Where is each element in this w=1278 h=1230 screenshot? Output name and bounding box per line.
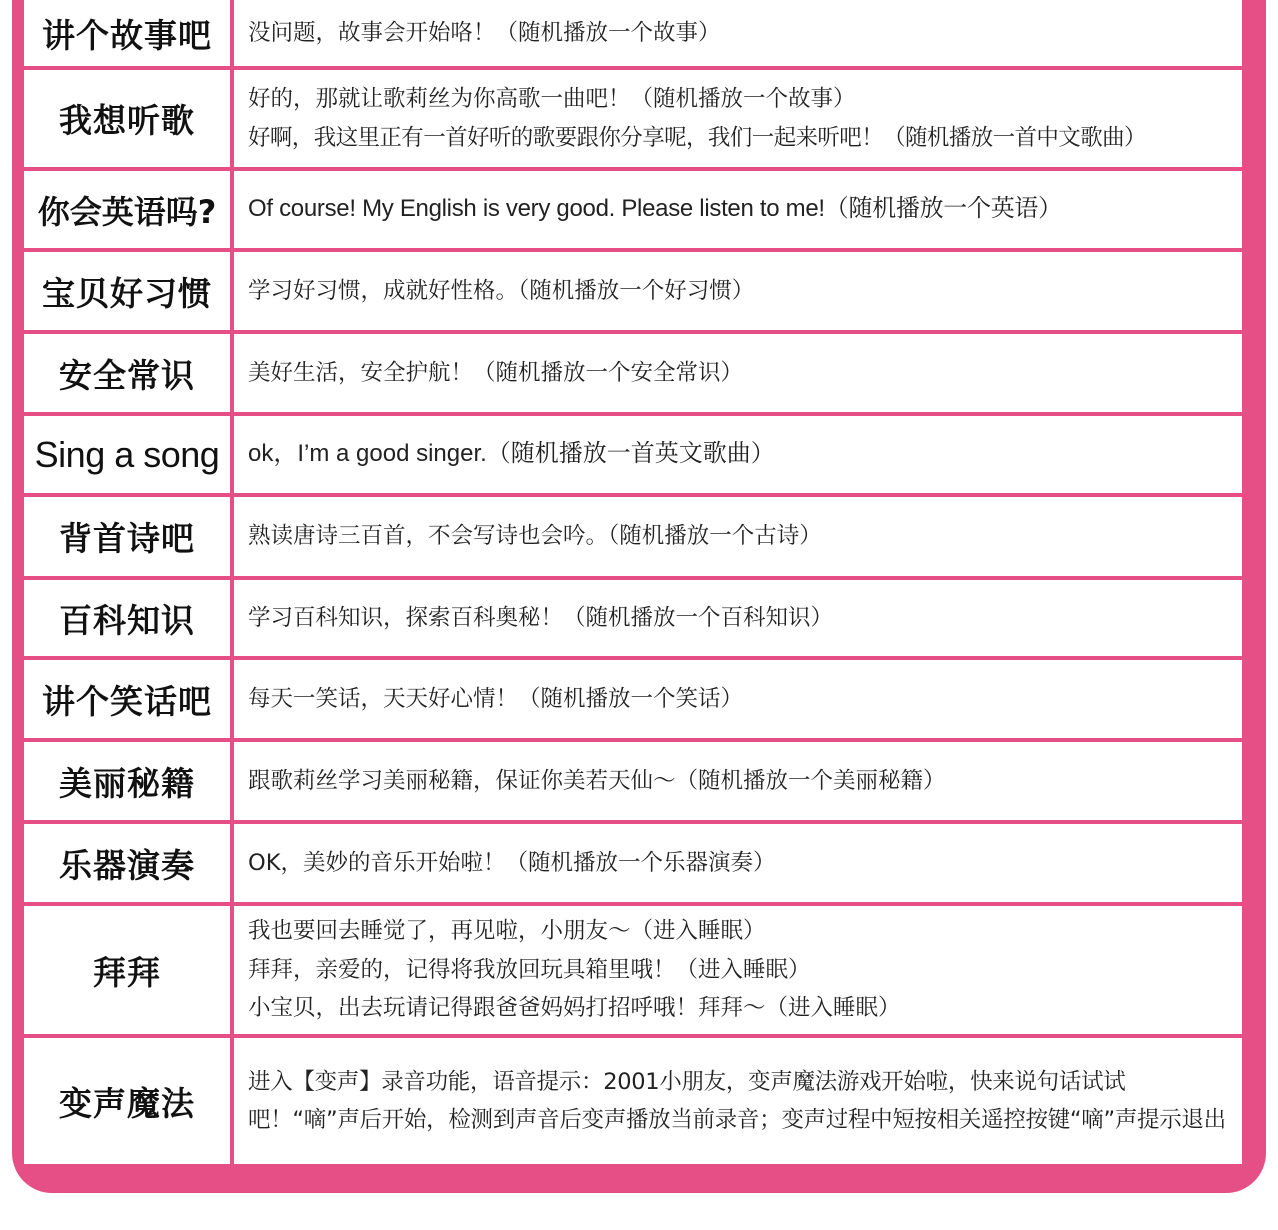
command-label: 拜拜 (24, 906, 230, 1034)
response-text: 我也要回去睡觉了，再见啦，小朋友～（进入睡眠） (248, 918, 766, 945)
command-label: 我想听歌 (24, 70, 230, 167)
response-text: 小宝贝，出去玩请记得跟爸爸妈妈打招呼哦！拜拜～（进入睡眠） (248, 995, 901, 1022)
response-cell (234, 416, 1242, 493)
response-cell (234, 0, 1242, 66)
command-label: 乐器演奏 (24, 824, 230, 902)
response-cell (234, 334, 1242, 412)
response-text: 拜拜，亲爱的，记得将我放回玩具箱里哦！（进入睡眠） (248, 956, 811, 983)
response-text: 学习好习惯，成就好性格。（随机播放一个好习惯） (248, 277, 755, 304)
command-label: Sing a song (24, 416, 230, 493)
response-text: 好啊，我这里正有一首好听的歌要跟你分享呢，我们一起来听吧！（随机播放一首中文歌曲） (248, 124, 1146, 151)
response-text: OK，美妙的音乐开始啦！（随机播放一个乐器演奏） (248, 849, 776, 876)
response-cell (234, 1038, 1242, 1164)
command-label: 美丽秘籍 (24, 742, 230, 820)
response-text: Of course! My English is very good. Please listen to me!（随机播放一个英语） (248, 195, 1062, 223)
response-text: 好的，那就让歌莉丝为你高歌一曲吧！（随机播放一个故事） (248, 86, 856, 112)
response-cell (234, 70, 1242, 167)
command-label: 变声魔法 (24, 1038, 230, 1164)
response-cell (234, 252, 1242, 330)
response-cell (234, 824, 1242, 902)
response-text: ok，I’m a good singer.（随机播放一首英文歌曲） (248, 440, 775, 468)
response-cell (234, 497, 1242, 576)
response-text: 跟歌莉丝学习美丽秘籍，保证你美若天仙～（随机播放一个美丽秘籍） (248, 767, 946, 794)
command-label: 讲个故事吧 (24, 0, 230, 66)
command-label: 你会英语吗? (24, 171, 230, 248)
response-cell (234, 742, 1242, 820)
response-text: 熟读唐诗三百首，不会写诗也会吟。（随机播放一个古诗） (248, 523, 822, 550)
command-label: 安全常识 (24, 334, 230, 412)
command-label: 宝贝好习惯 (24, 252, 230, 330)
response-cell (234, 660, 1242, 738)
response-cell (234, 580, 1242, 656)
response-text: 没问题，故事会开始咯！（随机播放一个故事） (248, 19, 721, 46)
command-label: 百科知识 (24, 580, 230, 656)
command-label: 讲个笑话吧 (24, 660, 230, 738)
response-text: 每天一笑话，天天好心情！（随机播放一个笑话） (248, 685, 744, 712)
response-cell (234, 171, 1242, 248)
response-text: 进入【变声】录音功能，语音提示：2001小朋友，变声魔法游戏开始啦，快来说句话试试吧！“嘀”声后开始，检测到声音后变声播放当前录音；变声过程中短按相关遥控按键“嘀”声提示退出 (248, 1068, 1226, 1133)
response-text: 美好生活，安全护航！（随机播放一个安全常识） (248, 359, 744, 386)
command-table (24, 0, 1240, 1164)
response-cell (234, 906, 1242, 1034)
response-text: 学习百科知识，探索百科奥秘！（随机播放一个百科知识） (248, 604, 834, 631)
command-label: 背首诗吧 (24, 497, 230, 576)
